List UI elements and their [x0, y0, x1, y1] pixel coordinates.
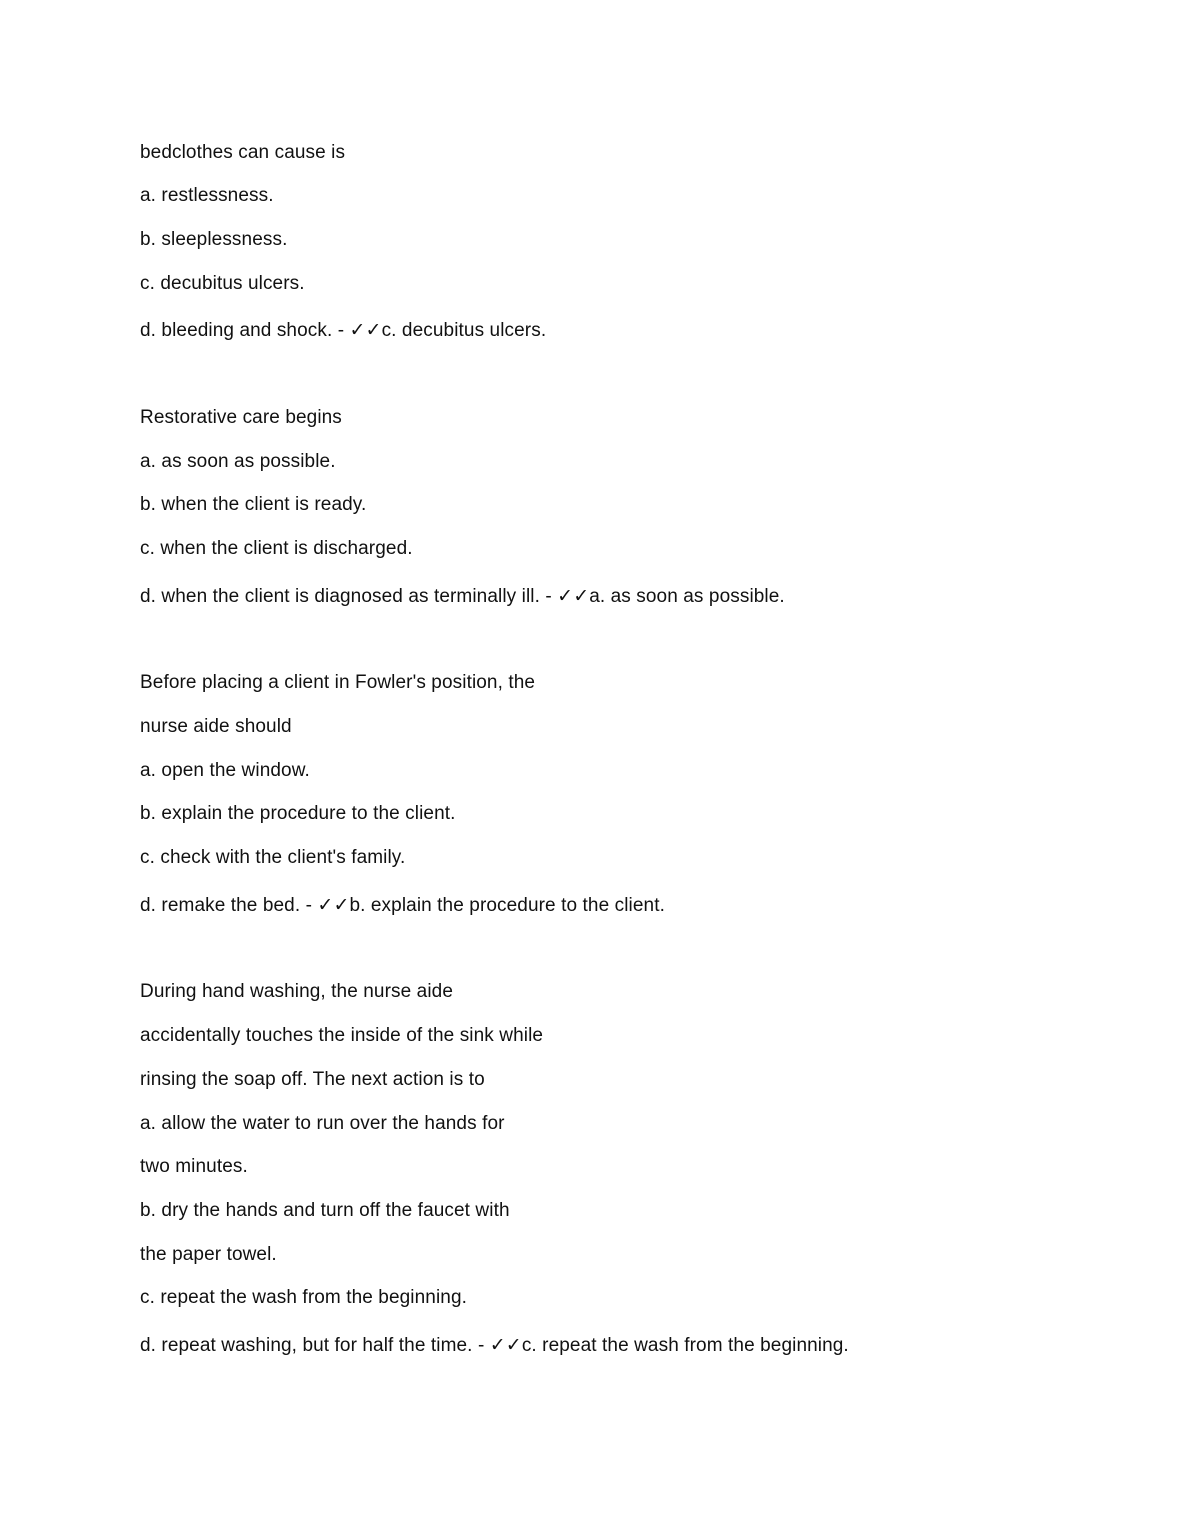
question-1-answer: c. decubitus ulcers. — [381, 320, 547, 341]
question-1-option-d: d. bleeding and shock. — [140, 320, 333, 341]
question-1-stem-line-1: bedclothes can cause is — [140, 142, 346, 163]
question-3-answer: b. explain the procedure to the client. — [349, 895, 665, 916]
question-3-option-d: d. remake the bed. — [140, 895, 301, 916]
question-2-separator: - — [539, 586, 558, 607]
question-2-stem-line-1: Restorative care begins — [140, 407, 342, 428]
question-1-last-option-with-answer — [140, 318, 546, 343]
question-1-answer-check-icon: ✓✓ — [349, 319, 382, 341]
question-4-option-a-line-1: a. allow the water to run over the hands for — [140, 1113, 505, 1134]
question-2-option-b: b. when the client is ready. — [140, 494, 367, 515]
question-3-option-b: b. explain the procedure to the client. — [140, 803, 456, 824]
question-4-answer-check-icon: ✓✓ — [489, 1334, 522, 1356]
question-1-option-c: c. decubitus ulcers. — [140, 273, 305, 294]
question-3-last-option-with-answer — [140, 893, 665, 918]
question-1-option-b: b. sleeplessness. — [140, 229, 288, 250]
question-4-option-c: c. repeat the wash from the beginning. — [140, 1287, 467, 1308]
question-2-answer: a. as soon as possible. — [589, 586, 785, 607]
question-2-option-d: d. when the client is diagnosed as terminally ill. — [140, 586, 540, 607]
question-4-stem-line-1: During hand washing, the nurse aide — [140, 981, 453, 1002]
question-4-option-d: d. repeat washing, but for half the time. — [140, 1335, 473, 1356]
question-4-stem-line-2: accidentally touches the inside of the sink while — [140, 1025, 544, 1046]
question-3-option-c: c. check with the client's family. — [140, 847, 406, 868]
question-2-option-c: c. when the client is discharged. — [140, 538, 413, 559]
question-2-option-a: a. as soon as possible. — [140, 451, 336, 472]
question-3-answer-check-icon: ✓✓ — [317, 894, 350, 916]
question-4-stem-line-3: rinsing the soap off. The next action is to — [140, 1069, 485, 1090]
question-4-option-a-line-2: two minutes. — [140, 1156, 248, 1177]
question-1-separator: - — [332, 320, 350, 341]
question-2-last-option-with-answer — [140, 584, 785, 609]
question-3-option-a: a. open the window. — [140, 760, 310, 781]
question-4-option-b-line-1: b. dry the hands and turn off the faucet with — [140, 1200, 510, 1221]
question-3-separator: - — [300, 895, 318, 916]
question-4-answer: c. repeat the wash from the beginning. — [521, 1335, 849, 1356]
question-4-last-option-with-answer — [140, 1333, 849, 1358]
question-4-separator: - — [472, 1335, 490, 1356]
question-3-stem-line-2: nurse aide should — [140, 716, 292, 737]
question-4-option-b-line-2: the paper towel. — [140, 1244, 277, 1265]
question-2-answer-check-icon: ✓✓ — [557, 585, 590, 607]
question-3-stem-line-1: Before placing a client in Fowler's position, the — [140, 672, 536, 693]
question-1-option-a: a. restlessness. — [140, 185, 274, 206]
